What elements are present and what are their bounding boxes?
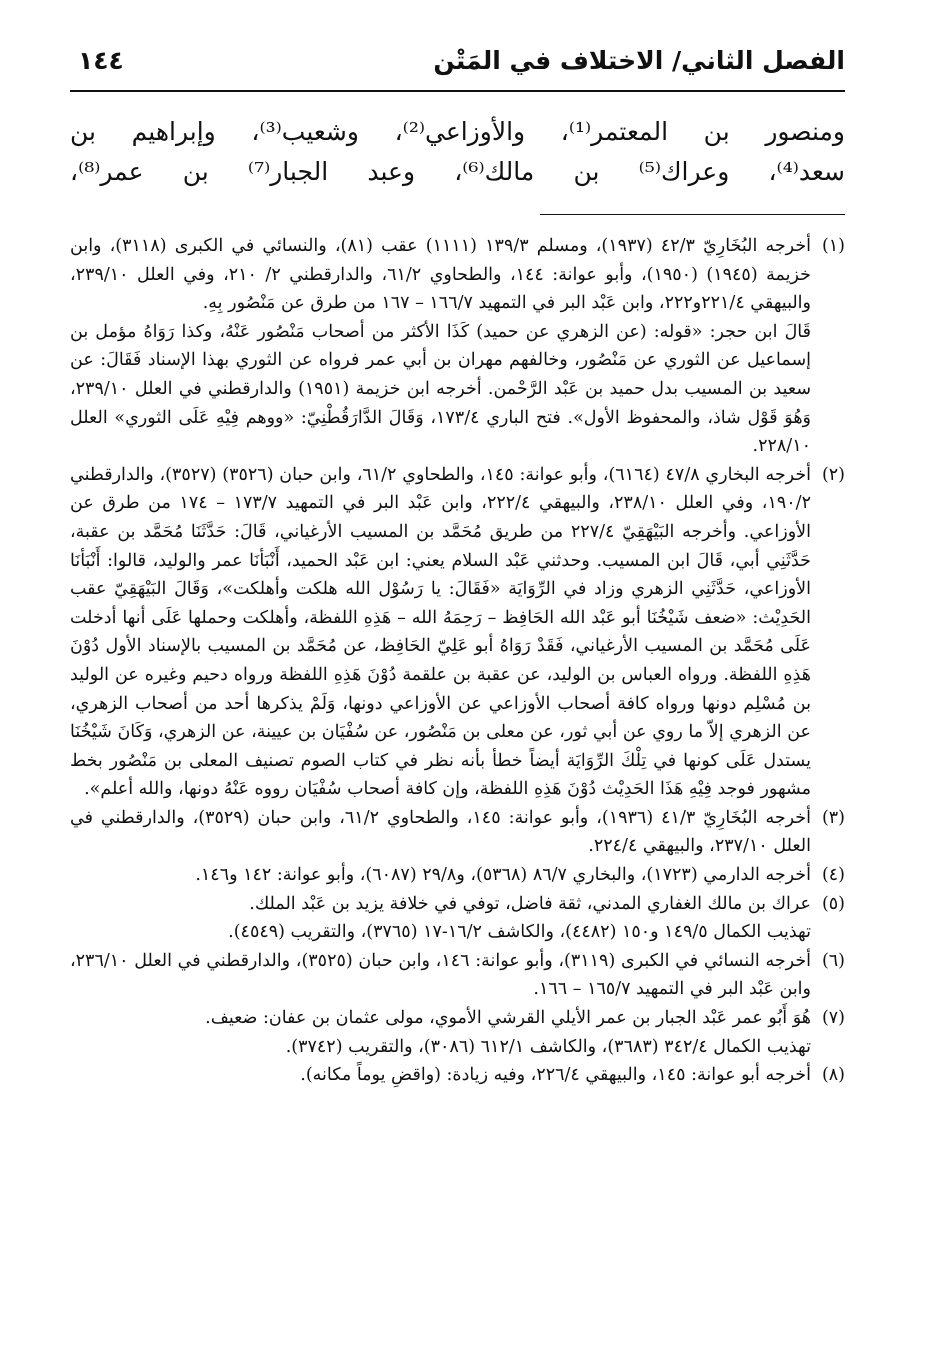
footnote-text: أخرجه البخاري ٤٧/٨ (٦١٦٤)، وأبو عوانة: ١٤٥، والطحاوي ٦١/٢، وابن حبان (٣٥٢٦) (٣٥٢٧)، والدارقطني ١٩٠/٢، وفي العلل ٢٣٨/١٠، والبيهقي ٢٢٢/٤، وابن عَبْد البر في التمهيد ١٧٣/٧ – ١٧٤ من طرق عن الأوزاعي. وأخرجه البَيْهَقِيّ ٢٢٧/٤ من طريق مُحَمَّد بن المسيب الأرغياني، قَالَ: حَدَّثَنَا مُحَمَّد بن عقبة، حَدَّثَنِي أبي، قَالَ ابن المسيب. وحدثني عَبْد السلام يعني: ابن عَبْد الحميد، أَنْبَأنَا عمر والوليد، قالوا: أَنْبَأنَا الأوزاعي، حَدَّثَنِي الزهري وزاد في الرِّوَايَة «فَقَالَ: يا رَسُوْل الله هلكت وأهلكت»، وَقَالَ البَيْهَقِيّ عقب الحَدِيْث: «ضعف شَيْخُنَا أبو عَبْد الله الحَافِظ – رَحِمَهُ الله – هَذِهِ اللفظة، وأهلكت وحملها عَلَى أنها أدخلت عَلَى مُحَمَّد بن المسيب الأرغياني، فَقَدْ رَوَاهُ أبو عَلِيّ الحَافِظ، عن مُحَمَّد بن المسيب بالإسناد الأول دُوْنَ هَذِهِ اللفظة. ورواه العباس بن الوليد، عن عقبة بن علقمة دُوْنَ هَذِهِ اللفظة ورواه دحيم وغيره عن الوليد بن مُسْلِم دونها ورواه كافة أصحاب الأوزاعي عن الأوزاعي دونها، وَلَمْ يذكرها أحد من أصحاب الزهري، عن الزهري إلاّ ما روي عن أبي ثور، عن معلى بن مَنْصُور، عن سُفْيَان بن عيينة، عن الزهري، وَكَانَ شَيْخُنَا يستدل عَلَى كونها في تِلْكَ الرِّوَايَة أيضاً خطأ بأنه نظر في كتاب الصوم تصنيف المعلى بن مَنْصُور بخط مشهور فوجد فِيْهِ هَذَا الحَدِيْث دُوْنَ هَذِهِ اللفظة، وإن كافة أصحاب سُفْيَان رووه عَنْهُ دونها، والله أعلم». [70, 464, 812, 800]
footnote-text: هُوَ أَبُو عمر عَبْد الجبار بن عمر الأيلي القرشي الأموي، مولى عثمان بن عفان: ضعيف. [205, 1008, 811, 1029]
page-header [70, 44, 845, 92]
main-text [70, 112, 845, 192]
footnote-text: أخرجه أبو عوانة: ١٤٥، والبيهقي ٢٢٦/٤، وفيه زيادة: (واقضِ يوماً مكانه). [300, 1065, 811, 1086]
footnote-number: (٣) [821, 807, 845, 828]
footnote-text: أخرجه البُخَارِيّ ٤٢/٣ (١٩٣٧)، ومسلم ١٣٩/٣ (١١١١) عقب (٨١)، والنسائي في الكبرى (٣١١٨)، وابن خزيمة (١٩٤٥) (١٩٥٠)، وأبو عوانة: ١٤٤، والطحاوي ٦١/٢، والدارقطني ٢/ ٢١٠، وفي العلل ٢٣٩/١٠، والبيهقي ٢٢١/٤و٢٢٢، وابن عَبْد البر في التمهيد ١٦٦/٧ – ١٦٧ من طرق عن مَنْصُور بِهِ. [70, 236, 812, 314]
footnote-number: (٦) [821, 950, 845, 971]
footnote-number [811, 918, 845, 947]
footnote [70, 232, 845, 318]
footnote [70, 1061, 845, 1090]
footnote [70, 804, 845, 861]
footnote-text: أخرجه البُخَارِيّ ٤١/٣ (١٩٣٦)، وأبو عوانة: ١٤٥، والطحاوي ٦١/٢، وابن حبان (٣٥٢٩)، والدارقطني في العلل ٢٣٧/١٠، والبيهقي ٢٢٤/٤. [70, 807, 811, 857]
footnote-text: تهذيب الكمال ٣٤٢/٤ (٣٦٨٣)، والكاشف ٦١٢/١ (٣٠٨٦)، والتقريب (٣٧٤٢). [285, 1036, 811, 1057]
page-number: ١٤٤ [78, 46, 124, 75]
footnote-number: (٢) [821, 464, 845, 485]
footnote [70, 918, 845, 947]
footnote-number [811, 318, 845, 461]
footnote-text: أخرجه الدارمي (١٧٢٣)، والبخاري ٨٦/٧ (٥٣٦٨)، و٢٩/٨ (٦٠٨٧)، وأبو عوانة: ١٤٢ و١٤٦. [195, 865, 811, 886]
footnote-text: عراك بن مالك الغفاري المدني، ثقة فاضل، توفي في خلافة يزيد بن عَبْد الملك. [249, 893, 811, 914]
main-text-line: ومنصور بن المعتمر⁽¹⁾، والأوزاعي⁽²⁾، وشعيب⁽³⁾، وإبراهيم بن [70, 117, 845, 146]
footnote [70, 890, 845, 919]
footnote [70, 1033, 845, 1062]
footnote-number: (٤) [821, 865, 845, 886]
footnote [70, 461, 845, 804]
footnote [70, 1004, 845, 1033]
footnote-number: (١) [821, 236, 845, 256]
footnote-number: (٨) [821, 1065, 845, 1086]
footnotes [70, 232, 845, 1090]
footnote-number: (٧) [821, 1008, 845, 1029]
chapter-title: الفصل الثاني/ الاختلاف في المَتْن [433, 46, 845, 75]
footnote [70, 947, 845, 1004]
main-text-line: سعد⁽⁴⁾، وعراك⁽⁵⁾ بن مالك⁽⁶⁾، وعبد الجبار⁽⁷⁾ بن عمر⁽⁸⁾، [70, 157, 845, 186]
header-rule [70, 90, 845, 92]
footnote-number [811, 1033, 845, 1062]
footnote-number: (٥) [821, 893, 845, 914]
footnote-text: قَالَ ابن حجر: «قوله: (عن الزهري عن حميد) كَذَا الأكثر من أصحاب مَنْصُور عَنْهُ، وكذا رَوَاهُ مؤمل بن إسماعيل عن الثوري عن مَنْصُور، وخالفهم مهران بن أبي عمر فرواه عن الثوري بهذا الإسناد فَقَالَ: عن سعيد بن المسيب بدل حميد بن عَبْد الرَّحْمن. أخرجه ابن خزيمة (١٩٥١) والدارقطني في العلل ٢٣٩/١٠، وَهُوَ قَوْل شاذ، والمحفوظ الأول». فتح الباري ١٧٣/٤، وَقَالَ الدَّارَقُطْنِيّ: «ووهم فِيْهِ عَلَى الثوري» العلل ٢٢٨/١٠. [70, 321, 812, 457]
footnote [70, 318, 845, 461]
footnote-text: تهذيب الكمال ١٤٩/٥ و١٥٠ (٤٤٨٢)، والكاشف ١٦/٢-١٧ (٣٧٦٥)، والتقريب (٤٥٤٩). [228, 922, 811, 943]
footnote-separator [540, 214, 845, 215]
footnote [70, 861, 845, 890]
footnote-text: أخرجه النسائي في الكبرى (٣١١٩)، وأبو عوانة: ١٤٦، وابن حبان (٣٥٢٥)، والدارقطني في العلل ٢٣٦/١٠، وابن عَبْد البر في التمهيد ١٦٥/٧ – ١٦٦. [70, 950, 812, 1000]
